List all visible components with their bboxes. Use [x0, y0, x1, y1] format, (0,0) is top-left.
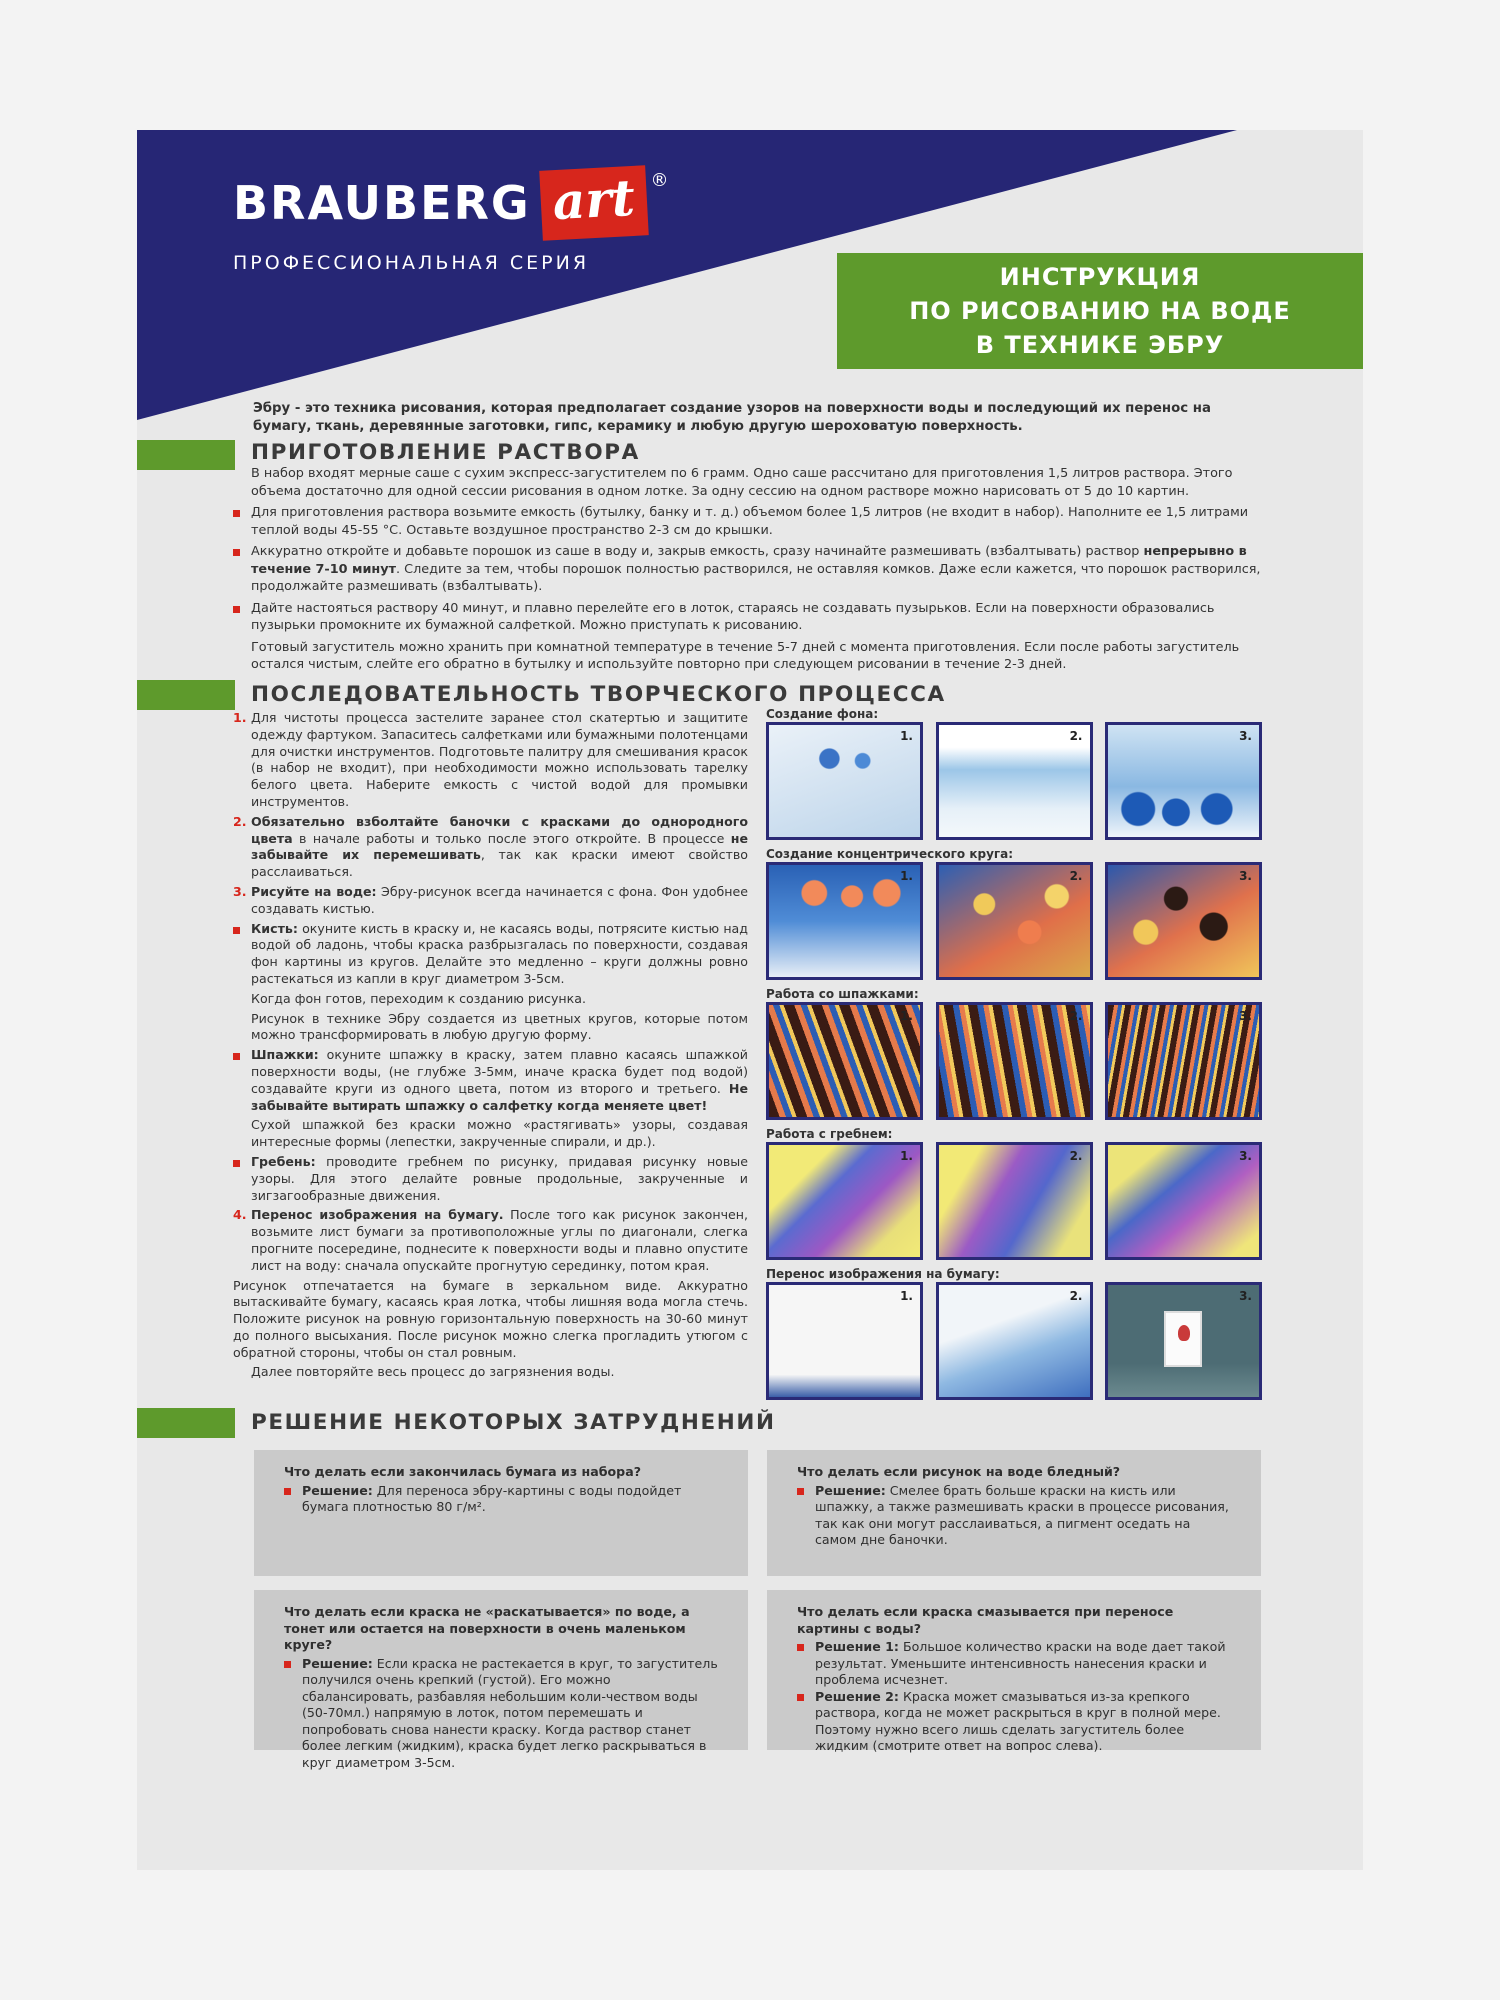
step-photo-gallery: [766, 706, 1262, 1406]
faq-answer-5-text: Краска может смазываться из-за крепкого раствора, когда не может раскрыться в круг в полной мере. Поэтому нужно всего лишь сделать загуститель более жидким (смотрите ответ на вопрос слева).: [815, 1688, 1221, 1753]
faq-answer-1-label: Решение:: [302, 1482, 373, 1498]
faq-card-paper: [254, 1450, 748, 1576]
spatula-bullet: [233, 1047, 748, 1114]
framed-artwork: [1164, 1311, 1202, 1367]
photo-number: 2.: [1069, 729, 1083, 743]
sequence-steps: [233, 710, 748, 1384]
step-2-number: 2.: [233, 813, 247, 829]
spatula-label: Шпажки:: [251, 1047, 319, 1063]
photo-comb-2: [936, 1142, 1093, 1260]
step-4: [233, 1207, 748, 1274]
photo-circle-3: [1105, 862, 1262, 980]
comb-label: Гребень:: [251, 1153, 316, 1169]
spatula-text: окуните шпажку в краску, затем плавно касаясь шпажкой поверхности воды, (не глубже 3-5мм, иначе краска будет под водой) создавайте круги из одного цвета, потом из второго и третьего.: [251, 1047, 748, 1096]
step-1-text: Для чистоты процесса застелите заранее стол скатертью и защитите одежду фартуком. Запаситесь салфетками или бумажными полотенцами для очистки инструментов. Подготовьте палитру для смешивания красок (в набор не входит), при необходимости можно использовать тарелку белого цвета. Наберите емкость с чистой водой для промывки инструментов.: [251, 710, 748, 809]
prep-bullet-3: Дайте настояться раствору 40 минут, и плавно перелейте его в лоток, стараясь не создавать пузырьков. Если на поверхности образовались пузырьки промокните их бумажной салфеткой. Можно приступать к рисованию.: [233, 600, 1263, 635]
photo-number: 1.: [900, 1149, 913, 1163]
photo-number: 3.: [1239, 1289, 1252, 1303]
prep-b2-emphasis: непрерывно в течение 7-10 минут: [251, 544, 1247, 577]
photo-transfer-1: [766, 1282, 923, 1400]
brand-logo: [233, 168, 669, 274]
section-title-prep: ПРИГОТОВЛЕНИЕ РАСТВОРА: [251, 440, 640, 465]
photo-spatula-2: [936, 1002, 1093, 1120]
photo-number: 2.: [1069, 1149, 1083, 1163]
photo-number: 1.: [900, 1009, 913, 1023]
prep-b2-tail: . Следите за тем, чтобы порошок полностью растворился, не оставляя комков. Даже если кажется, что порошок растворился, продолжайте размешивать (взбалтывать).: [251, 561, 1261, 594]
step-2-tail: , так как краски имеют свойство расслаиваться.: [251, 847, 748, 880]
faq-answer-3: [284, 1656, 720, 1772]
gallery-label-comb: Работа с гребнем:: [766, 1127, 893, 1141]
section-marker-seq: [137, 680, 235, 710]
faq-answer-1-text: Для переноса эбру-картины с воды подойдет бумага плотностью 80 г/м².: [302, 1482, 682, 1514]
section-marker-prep: [137, 440, 235, 470]
faq-answer-5-label: Решение 2:: [815, 1688, 899, 1704]
repeat-note: Далее повторяйте весь процесс до загрязнения воды.: [251, 1364, 615, 1380]
section-title-seq: ПОСЛЕДОВАТЕЛЬНОСТЬ ТВОРЧЕСКОГО ПРОЦЕССА: [251, 682, 946, 707]
step-2-text: в начале работы и только после этого откройте. В процессе: [292, 830, 731, 846]
gallery-label-spatula: Работа со шпажками:: [766, 987, 919, 1001]
prep-b2-text: Аккуратно откройте и добавьте порошок из саше в воду и, закрыв емкость, сразу начинайте размешивать (взбалтывать) раствор: [251, 544, 1144, 559]
section-title-trouble: РЕШЕНИЕ НЕКОТОРЫХ ЗАТРУДНЕНИЙ: [251, 1410, 776, 1435]
prep-lead: В набор входят мерные саше с сухим экспресс-загустителем по 6 грамм. Одно саше рассчитано для приготовления 1,5 литров раствора. Этого объема достаточно для одной сессии рисования в одном лотке. За одну сессию на одном растворе можно нарисовать от 5 до 10 картин.: [251, 466, 1233, 499]
photo-background-3: [1105, 722, 1262, 840]
step-4-text: После того как рисунок закончен, возьмите лист бумаги за противоположные углы по диагонали, слегка прогните посередине, поднесите к поверхности воды и плавно опустите лист на воду: сначала опускайте прогнутую серединку, потом края.: [251, 1207, 748, 1273]
document-title: [837, 253, 1363, 369]
title-line-1: ИНСТРУКЦИЯ: [999, 263, 1201, 291]
prep-tail: Готовый загуститель можно хранить при комнатной температуре в течение 5-7 дней с момента приготовления. Если после работы загуститель остался чистым, слейте его обратно в бутылку и используйте повторно при следующем рисовании в течение 2-3 дней.: [251, 639, 1240, 672]
photo-number: 3.: [1239, 729, 1252, 743]
brush-bullet: [233, 921, 748, 988]
gallery-label-circle: Создание концентрического круга:: [766, 847, 1014, 861]
bg-ready: Когда фон готов, переходим к созданию рисунка.: [251, 990, 586, 1006]
photo-number: 1.: [900, 869, 913, 883]
photo-spatula-3: [1105, 1002, 1262, 1120]
step-2-emphasis: Обязательно взболтайте баночки с красками до однородного цвета: [251, 813, 748, 846]
gallery-row-transfer: [766, 1282, 1262, 1400]
faq-answer-2-text: Смелее брать больше краски на кисть или шпажку, а также размешивать краски в процессе рисования, так как они могут расслаиваться, а пигмент оседать на самом дне баночки.: [815, 1482, 1229, 1547]
photo-number: 3.: [1239, 1009, 1252, 1023]
title-line-2: ПО РИСОВАНИЮ НА ВОДЕ: [909, 297, 1291, 325]
photo-number: 1.: [900, 729, 913, 743]
photo-number: 2.: [1069, 1289, 1083, 1303]
step-2-emphasis-2: не забывайте их перемешивать: [251, 830, 748, 863]
step-3: [233, 884, 748, 918]
prep-section: [233, 465, 1263, 678]
gallery-row-comb: [766, 1142, 1262, 1260]
faq-card-pale: [767, 1450, 1261, 1576]
photo-number: 3.: [1239, 1149, 1252, 1163]
faq-question-3: Что делать если краска не «раскатывается» по воде, а тонет или остается на поверхности в очень маленьком круге?: [284, 1604, 690, 1652]
faq-answer-5: [797, 1689, 1233, 1755]
brush-text: окуните кисть в краску и, не касаясь воды, потрясите кистью над водой об ладонь, чтобы краска разбрызгалась по поверхности, создавая фон картины из кругов. Делайте это медленно – круги должны ровно растекаться из капли в круг диаметром 3-5см.: [251, 920, 748, 986]
comb-text: проводите гребнем по рисунку, придавая рисунку новые узоры. Для этого делайте ровные продольные, закрученные и зигзагообразные движения.: [251, 1153, 748, 1203]
section-marker-trouble: [137, 1408, 235, 1438]
faq-answer-2-label: Решение:: [815, 1482, 886, 1498]
dry-spatula-note: Сухой шпажкой без краски можно «растягивать» узоры, создавая интересные формы (лепестки, закрученные спирали, и др.).: [251, 1117, 748, 1150]
photo-background-1: [766, 722, 923, 840]
faq-answer-2: [797, 1483, 1233, 1549]
gallery-row-spatula: [766, 1002, 1262, 1120]
faq-answer-4: [797, 1639, 1233, 1689]
step-4-emphasis: Перенос изображения на бумагу.: [251, 1207, 504, 1223]
brand-art-badge: art: [539, 165, 648, 240]
step-2: [233, 814, 748, 881]
title-line-3: В ТЕХНИКЕ ЭБРУ: [975, 331, 1225, 359]
step-4-number: 4.: [233, 1207, 247, 1223]
photo-comb-3: [1105, 1142, 1262, 1260]
brand-name: BRAUBERG: [233, 176, 531, 230]
faq-card-smearing: [767, 1590, 1261, 1753]
faq-answer-3-text: Если краска не растекается в круг, то загуститель получился очень крепкий (густой). Его можно сбалансировать, разбавляя небольшим коли-чеством воды (50-70мл.) напрямую в лоток, потом перемешать и попробовать снова нанести краску. Когда раствор станет более легким (жидким), краска будет легко раскрываться в круг диаметром 3-5см.: [302, 1655, 718, 1770]
step-3-text: Эбру-рисунок всегда начинается с фона. Фон удобнее создавать кистью.: [251, 883, 748, 916]
photo-background-2: [936, 722, 1093, 840]
faq-answer-3-label: Решение:: [302, 1655, 373, 1671]
comb-bullet: [233, 1154, 748, 1204]
brush-label: Кисть:: [251, 920, 298, 936]
circles-note: Рисунок в технике Эбру создается из цветных кругов, которые потом можно трансформировать в любую другую форму.: [251, 1010, 748, 1043]
faq-question-1: Что делать если закончилась бумага из набора?: [284, 1464, 642, 1479]
gallery-label-transfer: Перенос изображения на бумагу:: [766, 1267, 1000, 1281]
faq-question-2: Что делать если рисунок на воде бледный?: [797, 1464, 1121, 1479]
registered-mark: ®: [650, 170, 669, 191]
intro-paragraph: [253, 400, 1263, 436]
step-3-emphasis: Рисуйте на воде:: [251, 883, 377, 899]
faq-answer-4-text: Большое количество краски на воде дает такой результат. Уменьшите интенсивность нанесения краски и проблема исчезнет.: [815, 1639, 1226, 1687]
photo-number: 3.: [1239, 869, 1252, 883]
photo-circle-1: [766, 862, 923, 980]
intro-text: - это техника рисования, которая предполагает создание узоров на поверхности воды и последующий их перенос на бумагу, ткань, деревянные заготовки, гипс, керамику и любую другую шероховатую поверхность.: [253, 401, 1211, 434]
prep-bullet-2: [233, 543, 1263, 596]
step-1-number: 1.: [233, 710, 247, 725]
intro-term: Эбру: [253, 401, 291, 416]
faq-card-sinking: [254, 1590, 748, 1770]
mirror-note: Рисунок отпечатается на бумаге в зеркальном виде. Аккуратно вытаскивайте бумагу, касаясь края лотка, чтобы лишняя вода могла стечь. Положите рисунок на ровную горизонтальную поверхность на 30-60 минут до полного высыхания. После рисунок можно слегка прогладить утюгом с обратной стороны, чтобы он стал ровным.: [233, 1277, 748, 1360]
faq-question-4: Что делать если краска смазывается при переносе картины с воды?: [797, 1604, 1174, 1636]
photo-comb-1: [766, 1142, 923, 1260]
step-1: [233, 710, 748, 811]
photo-number: 2.: [1069, 1009, 1083, 1023]
instruction-sheet: [137, 130, 1363, 1870]
gallery-row-circle: [766, 862, 1262, 980]
photo-number: 1.: [900, 1289, 913, 1303]
photo-circle-2: [936, 862, 1093, 980]
photo-transfer-3: [1105, 1282, 1262, 1400]
gallery-row-background: [766, 722, 1262, 840]
faq-answer-1: [284, 1483, 720, 1516]
prep-bullet-1: Для приготовления раствора возьмите емкость (бутылку, банку и т. д.) объемом более 1,5 литров (не входит в набор). Наполните ее 1,5 литрами теплой воды 45-55 °С. Оставьте воздушное пространство 2-3 см до крышки.: [233, 504, 1263, 539]
photo-spatula-1: [766, 1002, 923, 1120]
spatula-warning: Не забывайте вытирать шпажку о салфетку когда меняете цвет!: [251, 1080, 748, 1113]
brand-tagline: ПРОФЕССИОНАЛЬНАЯ СЕРИЯ: [233, 252, 590, 274]
step-3-number: 3.: [233, 883, 247, 899]
gallery-label-background: Создание фона:: [766, 707, 879, 721]
photo-transfer-2: [936, 1282, 1093, 1400]
faq-answer-4-label: Решение 1:: [815, 1639, 899, 1654]
photo-number: 2.: [1069, 869, 1083, 883]
